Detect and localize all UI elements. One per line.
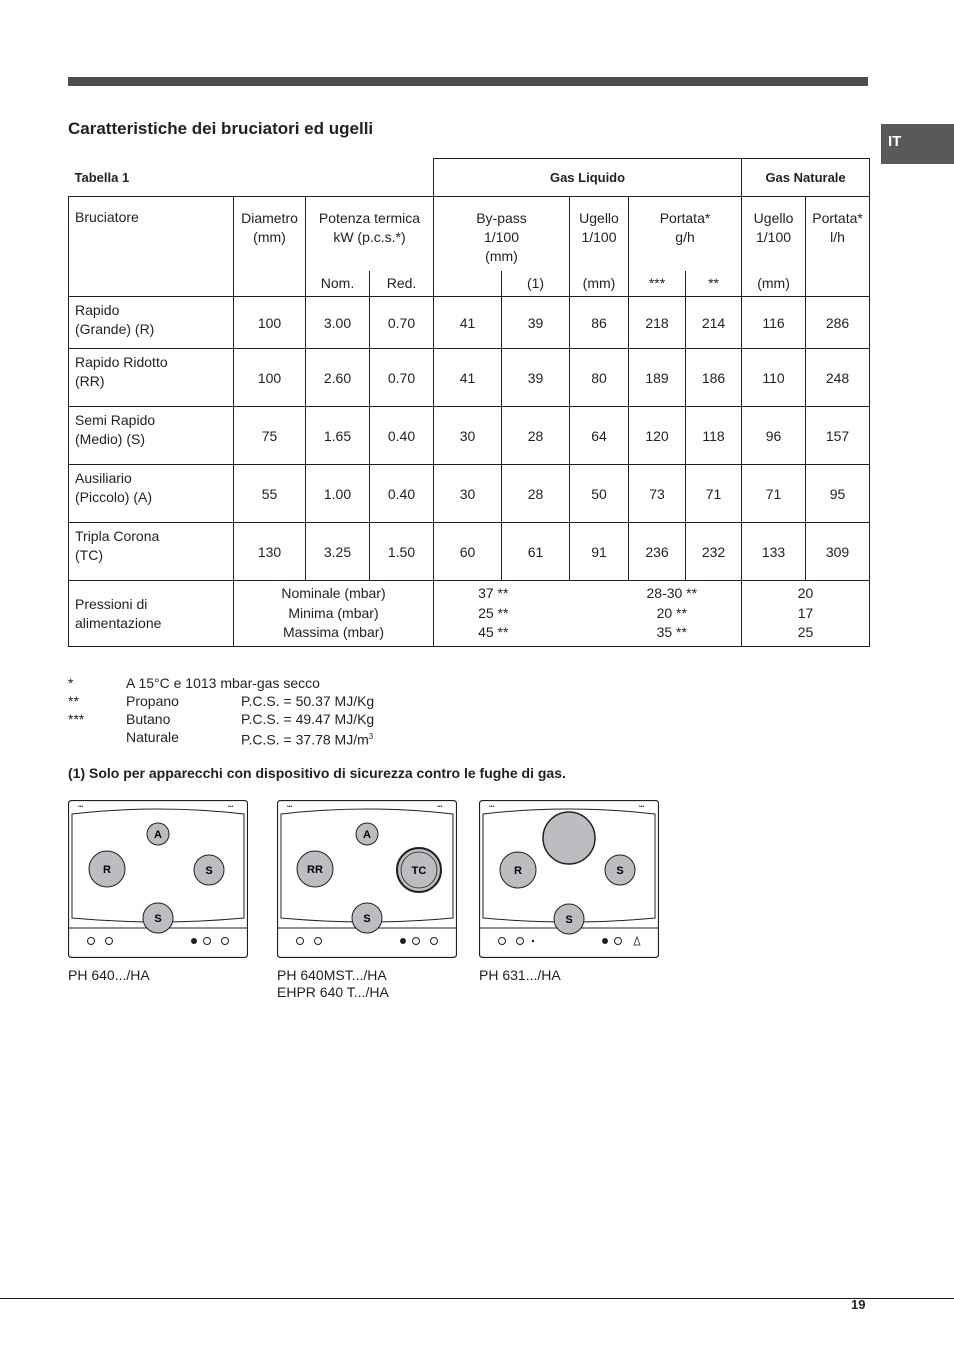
- table-cell: 0.40: [370, 465, 434, 523]
- table-cell: 110: [742, 349, 806, 407]
- hob-diagram-ph631: [479, 800, 659, 958]
- table-cell: 218: [629, 297, 686, 349]
- header-power: Potenza termica kW (p.c.s.*): [306, 197, 434, 271]
- table-row: [69, 523, 870, 581]
- table-cell: 236: [629, 523, 686, 581]
- pressure-lpg: [434, 581, 742, 647]
- table-cell: 41: [434, 297, 502, 349]
- table-cell: 30: [434, 407, 502, 465]
- group-gas-liquido: Gas Liquido: [434, 159, 742, 197]
- table-cell: 1.65: [306, 407, 370, 465]
- svg-text:•••: •••: [287, 804, 293, 810]
- header-red: Red.: [370, 271, 434, 297]
- header-nom: Nom.: [306, 271, 370, 297]
- burner-name: Semi Rapido (Medio) (S): [69, 407, 234, 465]
- table-cell: 118: [686, 407, 742, 465]
- burner-label: R: [514, 865, 522, 877]
- table-cell: 86: [570, 297, 629, 349]
- table-cell: 133: [742, 523, 806, 581]
- burner-name: Tripla Corona (TC): [69, 523, 234, 581]
- table-cell: 30: [434, 465, 502, 523]
- burner-label: S: [205, 865, 213, 877]
- pressure-butane: 37 ** 25 ** 45 **: [478, 585, 509, 641]
- burner-name: Ausiliario (Piccolo) (A): [69, 465, 234, 523]
- table-cell: 116: [742, 297, 806, 349]
- pressure-label: Pressioni di alimentazione: [69, 581, 234, 647]
- table-row: [69, 407, 870, 465]
- burner-label: RR: [307, 864, 323, 876]
- burner-label: S: [154, 913, 162, 925]
- header-nozzle-lpg: Ugello 1/100: [570, 197, 629, 271]
- table-cell: 3.25: [306, 523, 370, 581]
- table-cell: 50: [570, 465, 629, 523]
- burner-label: S: [363, 913, 371, 925]
- burner-label: S: [616, 865, 624, 877]
- header-bypass-note: (1): [502, 271, 570, 297]
- table-cell: 75: [234, 407, 306, 465]
- table-row: [69, 465, 870, 523]
- svg-text:•••: •••: [228, 804, 234, 810]
- table-cell: 0.40: [370, 407, 434, 465]
- top-rule: [68, 77, 868, 86]
- header-burner: Bruciatore: [69, 197, 234, 297]
- header-bypass: By-pass 1/100 (mm): [434, 197, 570, 271]
- svg-text:•••: •••: [437, 804, 443, 810]
- table-cell: 64: [570, 407, 629, 465]
- table-cell: 28: [502, 407, 570, 465]
- table-cell: 91: [570, 523, 629, 581]
- svg-text:•••: •••: [639, 804, 645, 810]
- burner-label: A: [363, 829, 371, 841]
- language-tab[interactable]: IT: [881, 124, 954, 164]
- svg-text:•••: •••: [489, 804, 495, 810]
- table-cell: 41: [434, 349, 502, 407]
- section-title: Caratteristiche dei bruciatori ed ugelli: [68, 119, 374, 138]
- group-gas-naturale: Gas Naturale: [742, 159, 870, 197]
- burner-label: TC: [411, 865, 427, 877]
- table-cell: 95: [806, 465, 870, 523]
- pressure-propane: 28-30 ** 20 ** 35 **: [646, 585, 698, 641]
- table-cell: 186: [686, 349, 742, 407]
- table-cell: 214: [686, 297, 742, 349]
- table-cell: 100: [234, 349, 306, 407]
- pressure-kinds: Nominale (mbar) Minima (mbar) Massima (mbar): [234, 581, 434, 647]
- table-cell: 60: [434, 523, 502, 581]
- hob-caption: PH 640MST.../HA EHPR 640 T.../HA: [277, 967, 389, 1000]
- header-nozzle-ng-unit: (mm): [742, 271, 806, 297]
- svg-text:•••: •••: [78, 804, 84, 810]
- hob-diagram-ph640: [68, 800, 248, 958]
- table-cell: 0.70: [370, 349, 434, 407]
- hob-caption: PH 631.../HA: [479, 967, 561, 983]
- table-cell: 80: [570, 349, 629, 407]
- header-flow-lpg-butane: ***: [629, 271, 686, 297]
- table-cell: 2.60: [306, 349, 370, 407]
- table-cell: 28: [502, 465, 570, 523]
- table-cell: 61: [502, 523, 570, 581]
- hob-diagram-ph640mst: [277, 800, 457, 958]
- burner-name: Rapido Ridotto (RR): [69, 349, 234, 407]
- table-cell: 71: [742, 465, 806, 523]
- header-diameter: Diametro (mm): [234, 197, 306, 297]
- table-cell: 232: [686, 523, 742, 581]
- page-number: 19: [851, 1297, 866, 1312]
- table-cell: 120: [629, 407, 686, 465]
- burner-label: S: [565, 914, 573, 926]
- header-flow-lpg: Portata* g/h: [629, 197, 742, 271]
- burner-label: A: [154, 829, 162, 841]
- table-cell: 1.00: [306, 465, 370, 523]
- table-cell: 309: [806, 523, 870, 581]
- burner-table: [68, 158, 870, 647]
- table-cell: 189: [629, 349, 686, 407]
- header-flow-lpg-propane: **: [686, 271, 742, 297]
- header-nozzle-ng: Ugello 1/100: [742, 197, 806, 271]
- header-nozzle-lpg-unit: (mm): [570, 271, 629, 297]
- table-cell: 71: [686, 465, 742, 523]
- table-cell: 130: [234, 523, 306, 581]
- table-cell: 3.00: [306, 297, 370, 349]
- table-cell: 0.70: [370, 297, 434, 349]
- bottom-rule: [0, 1298, 954, 1299]
- burner-label: R: [103, 864, 111, 876]
- table-name: Tabella 1: [69, 159, 434, 197]
- table-cell: 157: [806, 407, 870, 465]
- table-cell: 100: [234, 297, 306, 349]
- table-cell: 248: [806, 349, 870, 407]
- burner-name: Rapido (Grande) (R): [69, 297, 234, 349]
- table-cell: 55: [234, 465, 306, 523]
- table-cell: 39: [502, 297, 570, 349]
- table-cell: 1.50: [370, 523, 434, 581]
- pressure-natural: 20 17 25: [742, 581, 870, 647]
- hob-caption: PH 640.../HA: [68, 967, 150, 983]
- table-row: [69, 349, 870, 407]
- table-row: [69, 297, 870, 349]
- table-cell: 39: [502, 349, 570, 407]
- safety-footnote: (1) Solo per apparecchi con dispositivo di sicurezza contro le fughe di gas.: [68, 765, 566, 781]
- header-flow-ng: Portata* l/h: [806, 197, 870, 297]
- table-cell: 96: [742, 407, 806, 465]
- table-cell: 73: [629, 465, 686, 523]
- table-cell: 286: [806, 297, 870, 349]
